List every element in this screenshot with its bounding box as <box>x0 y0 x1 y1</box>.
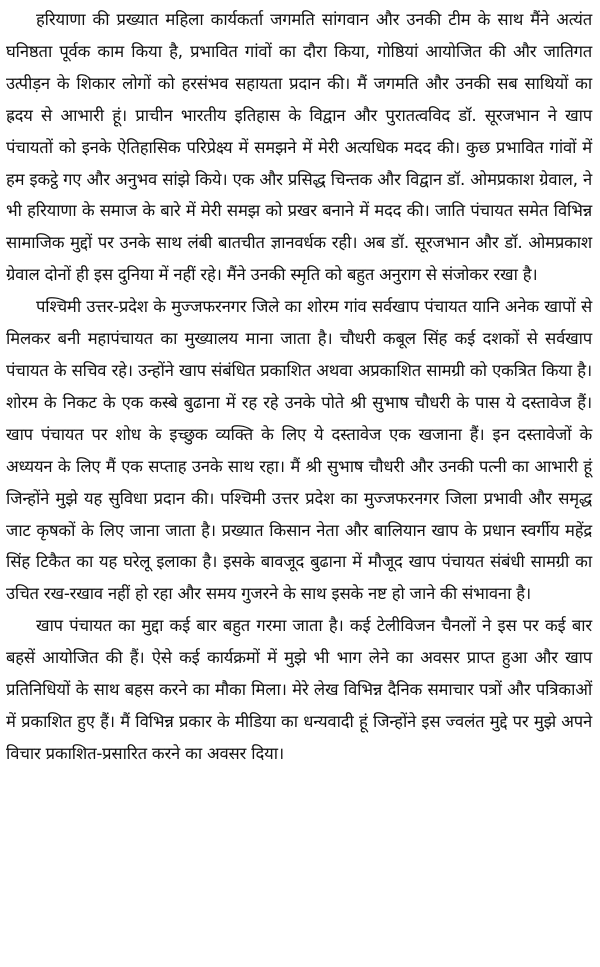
paragraph-3: खाप पंचायत का मुद्दा कई बार बहुत गरमा जाता है। कई टेलीविजन चैनलों ने इस पर कई बार बहसें आयोजित की हैं। ऐसे कई कार्यक्रमों में मुझे भी भाग लेने का अवसर प्राप्त हुआ और खाप प्रतिनिधियों के साथ बहस करने का मौका मिला। मेरे लेख विभिन्न दैनिक समाचार पत्रों और पत्रिकाओं में प्रकाशित हुए हैं। मैं विभिन्न प्रकार के मीडिया का धन्यवादी हूं जिन्होंने इस ज्वलंत मुद्दे पर मुझे अपने विचार प्रकाशित-प्रसारित करने का अवसर दिया। <box>6 616 592 763</box>
paragraph-2: पश्चिमी उत्तर-प्रदेश के मुज्जफरनगर जिले का शोरम गांव सर्वखाप पंचायत यानि अनेक खापों से मिलकर बनी महापंचायत का मुख्यालय माना जाता है। चौधरी कबूल सिंह कई दशकों से सर्वखाप पंचायत के सचिव रहे। उन्होंने खाप संबंधित प्रकाशित अथवा अप्रकाशित सामग्री को एकत्रित किया है। शोरम के निकट के एक कस्बे बुढाना में रह रहे उनके पोते श्री सुभाष चौधरी के पास ये दस्तावेज हैं। खाप पंचायत पर शोध के इच्छुक व्यक्ति के लिए ये दस्तावेज एक खजाना हैं। इन दस्तावेजों के अध्ययन के लिए मैं एक सप्ताह उनके साथ रहा। मैं श्री सुभाष चौधरी और उनकी पत्नी का आभारी हूं जिन्होंने मुझे यह सुविधा प्रदान की। पश्चिमी उत्तर प्रदेश का मुज्जफरनगर जिला प्रभावी और समृद्ध जाट कृषकों के लिए जाना जाता है। प्रख्यात किसान नेता और बालियान खाप के प्रधान स्वर्गीय महेंद्र सिंह टिकैत का यह घरेलू इलाका है। इसके बावजूद बुढाना में मौजूद खाप पंचायत संबंधी सामग्री का उचित रख-रखाव नहीं हो रहा और समय गुजरने के साथ इसके नष्ट हो जाने की संभावना है। <box>6 297 592 604</box>
paragraph-1: हरियाणा की प्रख्यात महिला कार्यकर्ता जगमति सांगवान और उनकी टीम के साथ मैंने अत्यंत घनिष्ठता पूर्वक काम किया है, प्रभावित गांवों का दौरा किया, गोष्ठियां आयोजित की और जातिगत उत्पीड़न के शिकार लोगों को हरसंभव सहायता प्रदान की। मैं जगमति और उनकी सब साथियों का ह्रदय से आभारी हूं। प्राचीन भारतीय इतिहास के विद्वान और पुरातत्वविद डॉ. सूरजभान ने खाप पंचायतों को इनके ऐतिहासिक परिप्रेक्ष्य में समझने में मेरी अत्यधिक मदद की। कुछ प्रभावित गांवों में हम इकट्ठे गए और अनुभव सांझे किये। एक और प्रसिद्ध चिन्तक और विद्वान डॉ. ओमप्रकाश ग्रेवाल, ने भी हरियाणा के समाज के बारे में मेरी समझ को प्रखर बनाने में मदद की। जाति पंचायत समेत विभिन्न सामाजिक मुद्दों पर उनके साथ लंबी बातचीत ज्ञानवर्धक रही। अब डॉ. सूरजभान और डॉ. ओमप्रकाश ग्रेवाल दोनों ही इस दुनिया में नहीं रहे। मैंने उनकी स्मृति को बहुत अनुराग से संजोकर रखा है। <box>6 10 592 285</box>
